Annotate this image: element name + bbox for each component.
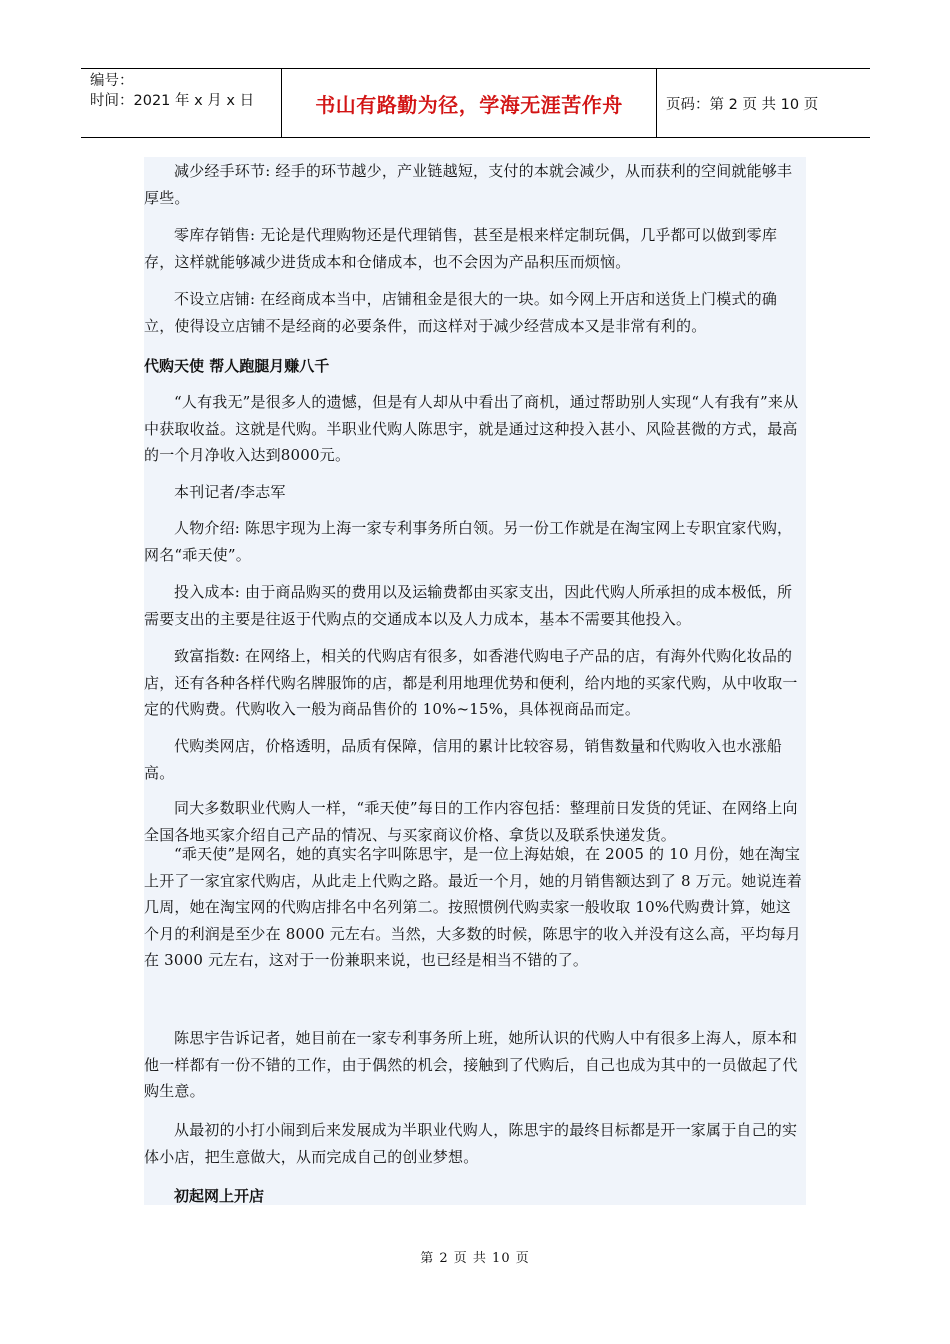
paragraph: “人有我无”是很多人的遗憾，但是有人却从中看出了商机，通过帮助别人实现“人有我有”来从中获取收益。这就是代购。半职业代购人陈思宇，就是通过这种投入甚小、风险甚微的方式，最高的一个月净收入达到8000元。 — [144, 393, 799, 464]
paragraph: 致富指数: 在网络上，相关的代购店有很多，如香港代购电子产品的店，有海外代购化妆品的店，还有各种各样代购名牌服饰的店，都是利用地理优势和便利，给内地的买家代购，从中收取一定的代购费。代购收入一般为商品售价的 10%~15%，具体视商品而定。 — [144, 647, 798, 718]
section-title: 代购天使 帮人跑腿月赚八千 — [144, 357, 330, 375]
paragraph: 投入成本: 由于商品购买的费用以及运输费都由买家支出，因此代购人所承担的成本极低，所需要支出的主要是往返于代购点的交通成本以及人力成本，基本不需要其他投入。 — [144, 583, 793, 628]
sub-heading: 初起网上开店 — [174, 1187, 265, 1205]
page-header — [81, 68, 870, 138]
page-info: 页码：第 2 页 共 10 页 — [666, 96, 819, 113]
paragraph: 不设立店铺: 在经商成本当中，店铺租金是很大的一块。如今网上开店和送货上门模式的确立，使得设立店铺不是经商的必要条件，而这样对于减少经营成本又是非常有利的。 — [144, 290, 778, 335]
byline: 本刊记者/李志军 — [174, 483, 286, 501]
header-page-info-cell — [657, 69, 870, 137]
page-footer: 第 2 页 共 10 页 — [420, 1251, 530, 1266]
paragraph: 零库存销售: 无论是代理购物还是代理销售，甚至是根来样定制玩偶，几乎都可以做到零库存，这样就能够减少进货成本和仓储成本，也不会因为产品积压而烦恼。 — [144, 226, 778, 271]
paragraph: 陈思宇告诉记者，她目前在一家专利事务所上班，她所认识的代购人中有很多上海人，原本和他一样都有一份不错的工作，由于偶然的机会，接触到了代购后，自己也成为其中的一员做起了代购生意。 — [144, 1029, 798, 1100]
paragraph: 减少经手环节: 经手的环节越少，产业链越短，支付的本就会减少，从而获利的空间就能够丰厚些。 — [144, 162, 793, 207]
paragraph: 代购类网店，价格透明，品质有保障，信用的累计比较容易，销售数量和代购收入也水涨船高。 — [144, 737, 783, 782]
number-label: 编号： — [90, 73, 134, 89]
paragraph: 同大多数职业代购人一样，“乖天使”每日的工作内容包括：整理前日发货的凭证、在网络上向全国各地买家介绍自己产品的情况、与买家商议价格、拿货以及联系快递发货。 — [144, 799, 798, 844]
time-label: 时间：2021 年 x 月 x 日 — [90, 93, 255, 109]
paragraph: “乖天使”是网名，她的真实名字叫陈思宇，是一位上海姑娘，在 2005 的 10 月份，她在淘宝上开了一家宜家代购店，从此走上代购之路。最近一个月，她的月销售额达到了 8 万元。她说连着几周，她在淘宝网的代购店排名中名列第二。按照惯例代购卖家一般收取 10%代购费计算，她这个月的利润是至少在 8000 元左右。当然，大多数的时候，陈思宇的收入并没有这么高，平均每月在 3000 元左右，这对于一份兼职来说，也已经是相当不错的了。 — [144, 845, 803, 969]
motto: 书山有路勤为径，学海无涯苦作舟 — [315, 92, 623, 117]
paragraph: 从最初的小打小闹到后来发展成为半职业代购人，陈思宇的最终目标都是开一家属于自己的实体小店，把生意做大，从而完成自己的创业梦想。 — [144, 1121, 798, 1166]
header-meta — [81, 69, 282, 137]
content-panel — [144, 157, 806, 1205]
header-motto-cell — [282, 69, 657, 137]
paragraph: 人物介绍: 陈思宇现为上海一家专利事务所白领。另一份工作就是在淘宝网上专职宜家代购，网名“乖天使”。 — [144, 519, 793, 564]
